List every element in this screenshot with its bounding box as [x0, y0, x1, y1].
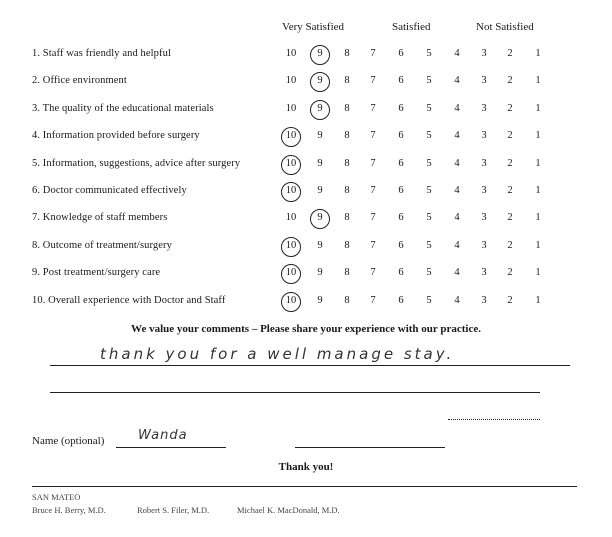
rating-option[interactable]: 9	[317, 158, 323, 169]
rating-option[interactable]: 7	[370, 185, 376, 196]
rating-option[interactable]: 7	[370, 158, 376, 169]
rating-option[interactable]: 3	[481, 48, 487, 59]
rating-option[interactable]: 4	[454, 75, 460, 86]
rating-option[interactable]: 2	[507, 48, 513, 59]
signature-line[interactable]	[295, 447, 445, 448]
rating-option[interactable]: 4	[454, 185, 460, 196]
rating-option[interactable]: 10	[285, 75, 297, 86]
comments-prompt: We value your comments – Please share your experience with our practice.	[131, 323, 481, 335]
rating-option[interactable]: 5	[426, 185, 432, 196]
footer-doctor-1: Bruce H. Berry, M.D.	[32, 505, 106, 515]
rating-option-selected[interactable]: 9	[312, 48, 328, 59]
rating-option[interactable]: 4	[454, 267, 460, 278]
rating-option[interactable]: 7	[370, 212, 376, 223]
rating-option[interactable]: 8	[344, 212, 350, 223]
rating-option[interactable]: 8	[344, 130, 350, 141]
rating-option[interactable]: 6	[398, 158, 404, 169]
footer-doctor-3: Michael K. MacDonald, M.D.	[237, 505, 340, 515]
question-label: 4. Information provided before surgery	[32, 130, 200, 141]
rating-option[interactable]: 9	[317, 130, 323, 141]
question-row	[0, 295, 612, 311]
question-label: 9. Post treatment/surgery care	[32, 267, 161, 278]
rating-option[interactable]: 3	[481, 130, 487, 141]
rating-option[interactable]: 6	[398, 48, 404, 59]
rating-option[interactable]: 5	[426, 48, 432, 59]
rating-option[interactable]: 1	[535, 240, 541, 251]
rating-option[interactable]: 1	[535, 75, 541, 86]
rating-option[interactable]: 5	[426, 130, 432, 141]
rating-option[interactable]: 8	[344, 295, 350, 306]
rating-option-selected[interactable]: 9	[312, 103, 328, 114]
question-row	[0, 130, 612, 146]
rating-option-selected[interactable]: 10	[283, 240, 299, 251]
comment-line-2[interactable]	[50, 392, 540, 393]
question-row	[0, 48, 612, 64]
question-row	[0, 103, 612, 119]
rating-option[interactable]: 6	[398, 75, 404, 86]
rating-option[interactable]: 9	[317, 267, 323, 278]
rating-option[interactable]: 10	[285, 212, 297, 223]
rating-option[interactable]: 7	[370, 75, 376, 86]
rating-option[interactable]: 2	[507, 103, 513, 114]
rating-option[interactable]: 1	[535, 212, 541, 223]
rating-option[interactable]: 3	[481, 212, 487, 223]
rating-option[interactable]: 10	[285, 48, 297, 59]
rating-option[interactable]: 2	[507, 185, 513, 196]
question-row	[0, 267, 612, 283]
rating-option[interactable]: 2	[507, 295, 513, 306]
rating-option[interactable]: 1	[535, 295, 541, 306]
rating-option[interactable]: 9	[317, 295, 323, 306]
rating-option[interactable]: 7	[370, 48, 376, 59]
thank-you: Thank you!	[278, 461, 334, 473]
rating-option[interactable]: 2	[507, 240, 513, 251]
question-label: 8. Outcome of treatment/surgery	[32, 240, 172, 251]
rating-option[interactable]: 3	[481, 158, 487, 169]
rating-option[interactable]: 5	[426, 158, 432, 169]
rating-option[interactable]: 8	[344, 48, 350, 59]
rating-option[interactable]: 1	[535, 130, 541, 141]
rating-option[interactable]: 3	[481, 75, 487, 86]
rating-option[interactable]: 2	[507, 267, 513, 278]
rating-option[interactable]: 7	[370, 103, 376, 114]
rating-option[interactable]: 1	[535, 158, 541, 169]
name-field[interactable]	[116, 447, 226, 448]
rating-option[interactable]: 1	[535, 267, 541, 278]
rating-option[interactable]: 3	[481, 240, 487, 251]
question-label: 2. Office environment	[32, 75, 127, 86]
question-row	[0, 185, 612, 201]
comment-line-1[interactable]	[50, 365, 570, 366]
rating-option-selected[interactable]: 9	[312, 212, 328, 223]
rating-option[interactable]: 8	[344, 158, 350, 169]
rating-option-selected[interactable]: 10	[283, 130, 299, 141]
question-row	[0, 240, 612, 256]
not-satisfied-header: Not Satisfied	[476, 21, 534, 33]
question-label: 5. Information, suggestions, advice after surgery	[32, 158, 241, 169]
question-label: 7. Knowledge of staff members	[32, 212, 168, 223]
rating-option[interactable]: 7	[370, 240, 376, 251]
rating-option-selected[interactable]: 10	[283, 185, 299, 196]
question-label: 10. Overall experience with Doctor and Staff	[32, 295, 226, 306]
rating-option[interactable]: 4	[454, 103, 460, 114]
question-label: 1. Staff was friendly and helpful	[32, 48, 171, 59]
footer-doctor-2: Robert S. Filer, M.D.	[137, 505, 210, 515]
rating-option[interactable]: 10	[285, 103, 297, 114]
rating-option[interactable]: 7	[370, 130, 376, 141]
question-row	[0, 212, 612, 228]
rating-option[interactable]: 6	[398, 130, 404, 141]
rating-option[interactable]: 4	[454, 130, 460, 141]
rating-option-selected[interactable]: 10	[283, 158, 299, 169]
rating-option[interactable]: 5	[426, 103, 432, 114]
rating-option-selected[interactable]: 9	[312, 75, 328, 86]
question-row	[0, 158, 612, 174]
rating-option-selected[interactable]: 10	[283, 295, 299, 306]
rating-option[interactable]: 4	[454, 295, 460, 306]
handwritten-name: Wanda	[138, 428, 188, 443]
rating-option[interactable]: 5	[426, 267, 432, 278]
name-label: Name (optional)	[32, 435, 105, 447]
rating-option[interactable]: 6	[398, 240, 404, 251]
rating-option[interactable]: 7	[370, 267, 376, 278]
rating-option[interactable]: 5	[426, 240, 432, 251]
very-satisfied-header: Very Satisfied	[282, 21, 345, 33]
footer-divider	[32, 486, 577, 487]
rating-option[interactable]: 6	[398, 212, 404, 223]
question-row	[0, 75, 612, 91]
comment-line-3[interactable]	[448, 419, 540, 420]
rating-option[interactable]: 6	[398, 185, 404, 196]
rating-option[interactable]: 1	[535, 103, 541, 114]
rating-option[interactable]: 7	[370, 295, 376, 306]
rating-option[interactable]: 2	[507, 212, 513, 223]
rating-option[interactable]: 5	[426, 75, 432, 86]
rating-option[interactable]: 3	[481, 267, 487, 278]
rating-option[interactable]: 9	[317, 185, 323, 196]
rating-option[interactable]: 6	[398, 295, 404, 306]
question-label: 6. Doctor communicated effectively	[32, 185, 187, 196]
rating-option[interactable]: 6	[398, 267, 404, 278]
rating-option[interactable]: 8	[344, 103, 350, 114]
handwritten-comment: thank you for a well manage stay.	[100, 345, 455, 363]
rating-option[interactable]: 8	[344, 267, 350, 278]
rating-option[interactable]: 1	[535, 185, 541, 196]
rating-option[interactable]: 2	[507, 130, 513, 141]
rating-option[interactable]: 8	[344, 75, 350, 86]
rating-option[interactable]: 6	[398, 103, 404, 114]
rating-option[interactable]: 4	[454, 48, 460, 59]
rating-option[interactable]: 4	[454, 158, 460, 169]
footer-org: SAN MATEO	[32, 492, 81, 502]
rating-option[interactable]: 1	[535, 48, 541, 59]
satisfied-header: Satisfied	[392, 21, 431, 33]
rating-option[interactable]: 4	[454, 212, 460, 223]
rating-option-selected[interactable]: 10	[283, 267, 299, 278]
question-label: 3. The quality of the educational materials	[32, 103, 214, 114]
rating-option[interactable]: 2	[507, 75, 513, 86]
rating-option[interactable]: 9	[317, 240, 323, 251]
rating-option[interactable]: 2	[507, 158, 513, 169]
rating-option[interactable]: 3	[481, 185, 487, 196]
rating-option[interactable]: 4	[454, 240, 460, 251]
rating-option[interactable]: 3	[481, 295, 487, 306]
rating-option[interactable]: 5	[426, 295, 432, 306]
rating-option[interactable]: 8	[344, 185, 350, 196]
rating-option[interactable]: 8	[344, 240, 350, 251]
rating-option[interactable]: 3	[481, 103, 487, 114]
rating-option[interactable]: 5	[426, 212, 432, 223]
